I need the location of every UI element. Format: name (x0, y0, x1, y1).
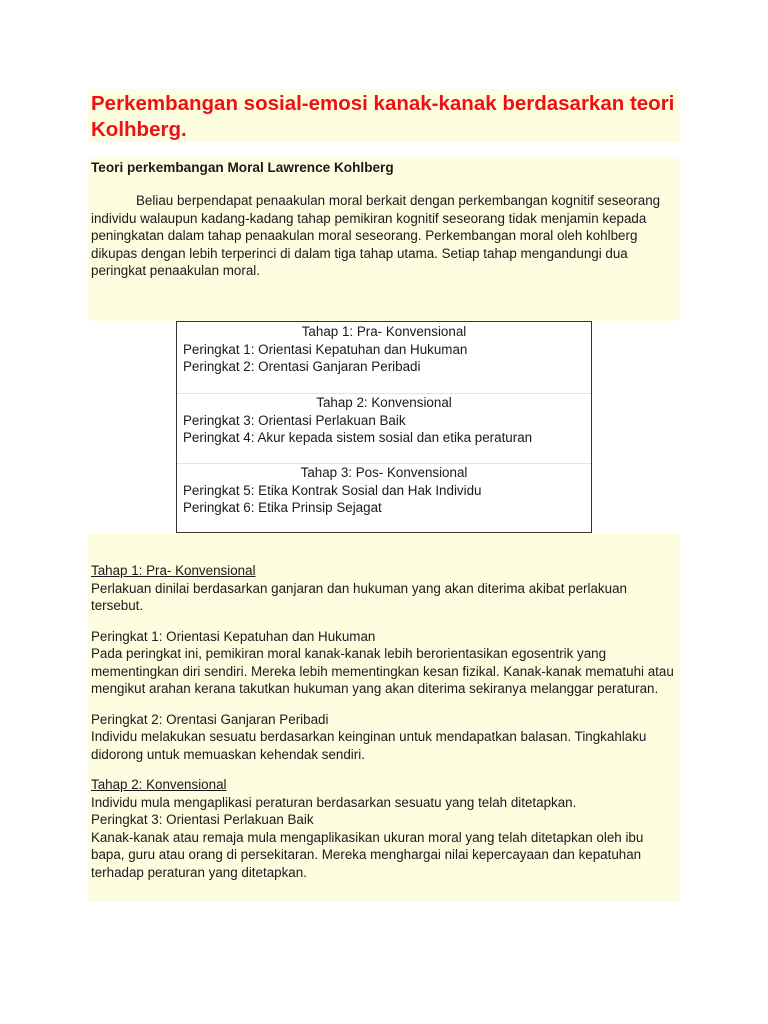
peringkat3-text: Kanak-kanak atau remaja mula mengaplikasikan ukuran moral yang telah ditetapkan oleh ibu bapa, guru atau orang di persekitaran. Mereka menghargai nilai kepercayaan dan kepatuhan terhadap peraturan yang ditetapkan. (91, 829, 644, 880)
stage-title: Tahap 3: Pos- Konvensional (300, 465, 468, 480)
tahap1-heading: Tahap 1: Pra- Konvensional (91, 563, 256, 578)
page-title: Perkembangan sosial-emosi kanak-kanak berdasarkan teori Kolhberg. (91, 92, 675, 141)
level-line: Peringkat 5: Etika Kontrak Sosial dan Hak Individu (183, 482, 482, 498)
level-line: Peringkat 4: Akur kepada sistem sosial dan etika peraturan (183, 430, 533, 445)
tahap2-heading: Tahap 2: Konvensional (91, 777, 227, 792)
title-section (88, 89, 680, 142)
level-line: Peringkat 1: Orientasi Kepatuhan dan Hukuman (183, 341, 468, 357)
tahap1-text: Perlakuan dinilai berdasarkan ganjaran dan hukuman yang akan diterima akibat perlakuan tersebut. (91, 580, 627, 613)
stage-row-3 (177, 463, 591, 517)
peringkat2-heading: Peringkat 2: Orentasi Ganjaran Peribadi (91, 711, 329, 727)
stage-table (176, 321, 592, 533)
peringkat1-text: Pada peringkat ini, pemikiran moral kanak-kanak lebih berorientasikan egosentrik yang mementingkan diri sendiri. Mereka lebih mementingkan kesan fizikal. Kanak-kanak mematuhi atau mengikut arahan kerana takutkan hukuman yang akan diterima sekiranya melanggar peraturan. (91, 646, 674, 696)
stage-row-1 (177, 323, 591, 376)
intro-paragraph: Beliau berpendapat penaakulan moral berkait dengan perkembangan kognitif seseorang individu walaupun kadang-kadang tahap pemikiran kognitif seseorang tidak menjamin kepada peningkatan dalam tahap penaakulan moral seseorang. Perkembangan moral oleh kohlberg dikupas dengan lebih terperinci di dalam tiga tahap utama. Setiap tahap mengandungi dua peringkat penaakulan moral. (91, 193, 661, 278)
level-line: Peringkat 2: Orentasi Ganjaran Peribadi (183, 359, 421, 374)
stage-row-2 (177, 393, 591, 447)
tahap2-text: Individu mula mengaplikasi peraturan berdasarkan sesuatu yang telah ditetapkan. (91, 794, 577, 810)
level-line: Peringkat 3: Orientasi Perlakuan Baik (183, 412, 406, 428)
peringkat2-text: Individu melakukan sesuatu berdasarkan keinginan untuk mendapatkan balasan. Tingkahlaku didorong untuk memuaskan kehendak sendiri. (91, 729, 647, 762)
detail-section (88, 534, 680, 902)
intro-heading: Teori perkembangan Moral Lawrence Kohlberg (91, 160, 394, 175)
stage-title: Tahap 2: Konvensional (316, 395, 452, 410)
peringkat3-heading: Peringkat 3: Orientasi Perlakuan Baik (91, 812, 314, 827)
stage-title: Tahap 1: Pra- Konvensional (301, 324, 467, 339)
peringkat1-heading: Peringkat 1: Orientasi Kepatuhan dan Hukuman (91, 628, 376, 644)
level-line: Peringkat 6: Etika Prinsip Sejagat (183, 500, 382, 515)
intro-section (88, 157, 680, 321)
